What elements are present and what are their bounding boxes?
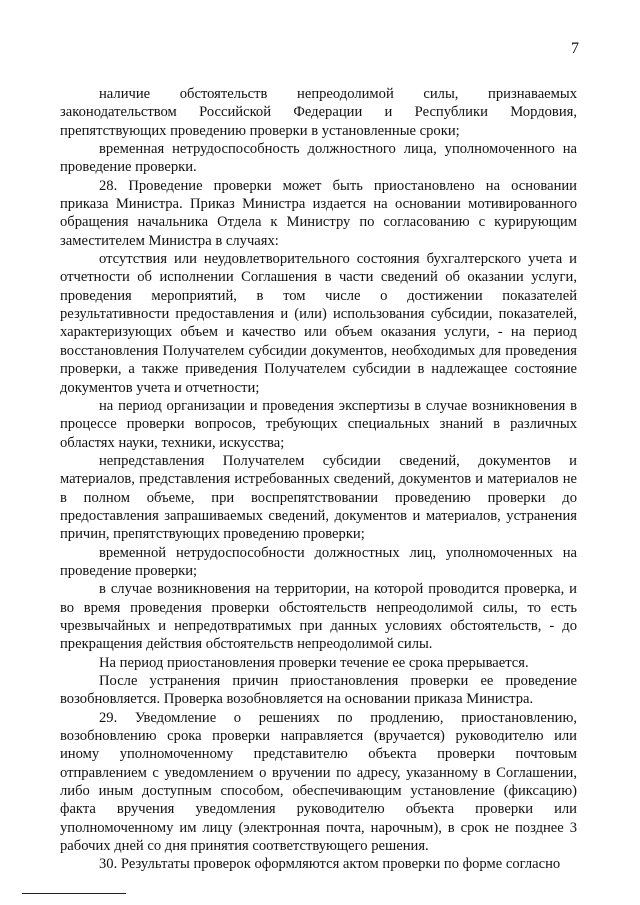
- paragraph-official-disability: временная нетрудоспособность должностного лица, уполномоченного на проведение проверки.: [60, 141, 577, 176]
- paragraph-clause-30: 30. Результаты проверок оформляются актом проверки по форме согласно: [99, 856, 561, 873]
- paragraph-nonsubmission: непредставления Получателем субсидии сведений, документов и материалов, представления истребованных сведений, документов и материалов не в полном объеме, при воспрепятствовании проведению проверки до предоставления запрашиваемых сведений, документов и материалов, устранения причин, препятствующих проведению проверки;: [60, 452, 577, 543]
- paragraph-force-majeure: наличие обстоятельств непреодолимой силы, признаваемых законодательством Российской Федерации и Республики Мордовия, препятствующих проведению проверки в установленные сроки;: [60, 86, 577, 139]
- paragraph-term-interrupted: На период приостановления проверки течение ее срока прерывается.: [99, 654, 529, 671]
- paragraph-territory-force-majeure: в случае возникновения на территории, на которой проводится проверка, и во время проведения проверки обстоятельств непреодолимой силы, то есть чрезвычайных и непредотвратимых при данных условиях обстоятельств, - до прекращения действия обстоятельств непреодолимой силы.: [60, 581, 577, 653]
- paragraph-officials-disability: временной нетрудоспособности должностных лиц, уполномоченных на проведение проверки;: [60, 544, 577, 579]
- document-body: [60, 85, 577, 874]
- paragraph-resumption: После устранения причин приостановления проверки ее проведение возобновляется. Проверка возобновляется на основании приказа Министра.: [60, 673, 577, 708]
- paragraph-clause-29: 29. Уведомление о решениях по продлению, приостановлению, возобновлению срока проверки направляется (вручается) руководителю или иному уполномоченному представителю объекта проверки почтовым отправлением с уведомлением о вручении по адресу, указанному в Соглашении, либо иным доступным способом, обеспечивающим установление (фиксацию) факта вручения уведомления руководителю объекта проверки или уполномоченному им лицу (электронная почта, нарочным), в срок не позднее 3 рабочих дней со дня принятия соответствующего решения.: [60, 709, 577, 855]
- footer-rule: [22, 893, 126, 894]
- paragraph-clause-28: 28. Проведение проверки может быть приостановлено на основании приказа Министра. Приказ Министра издается на основании мотивированного обращения начальника Отдела к Министру по согласованию с курирующим заместителем Министра в случаях:: [60, 177, 577, 249]
- page-number: 7: [571, 40, 579, 57]
- paragraph-accounting-absence: отсутствия или неудовлетворительного состояния бухгалтерского учета и отчетности об исполнении Соглашения в части сведений об оказании услуги, проведения мероприятий, в том числе о достижении показателей результативности предоставления и (или) использования субсидии, показателей, характеризующих объем и качество или объем оказания услуги, - на период восстановления Получателем субсидии документов, необходимых для проведения проверки, а также приведения Получателем субсидии в надлежащее состояние документов учета и отчетности;: [60, 251, 577, 396]
- paragraph-expertise: на период организации и проведения экспертизы в случае возникновения в процессе проверки вопросов, требующих специальных знаний в различных областях науки, техники, искусства;: [60, 397, 577, 451]
